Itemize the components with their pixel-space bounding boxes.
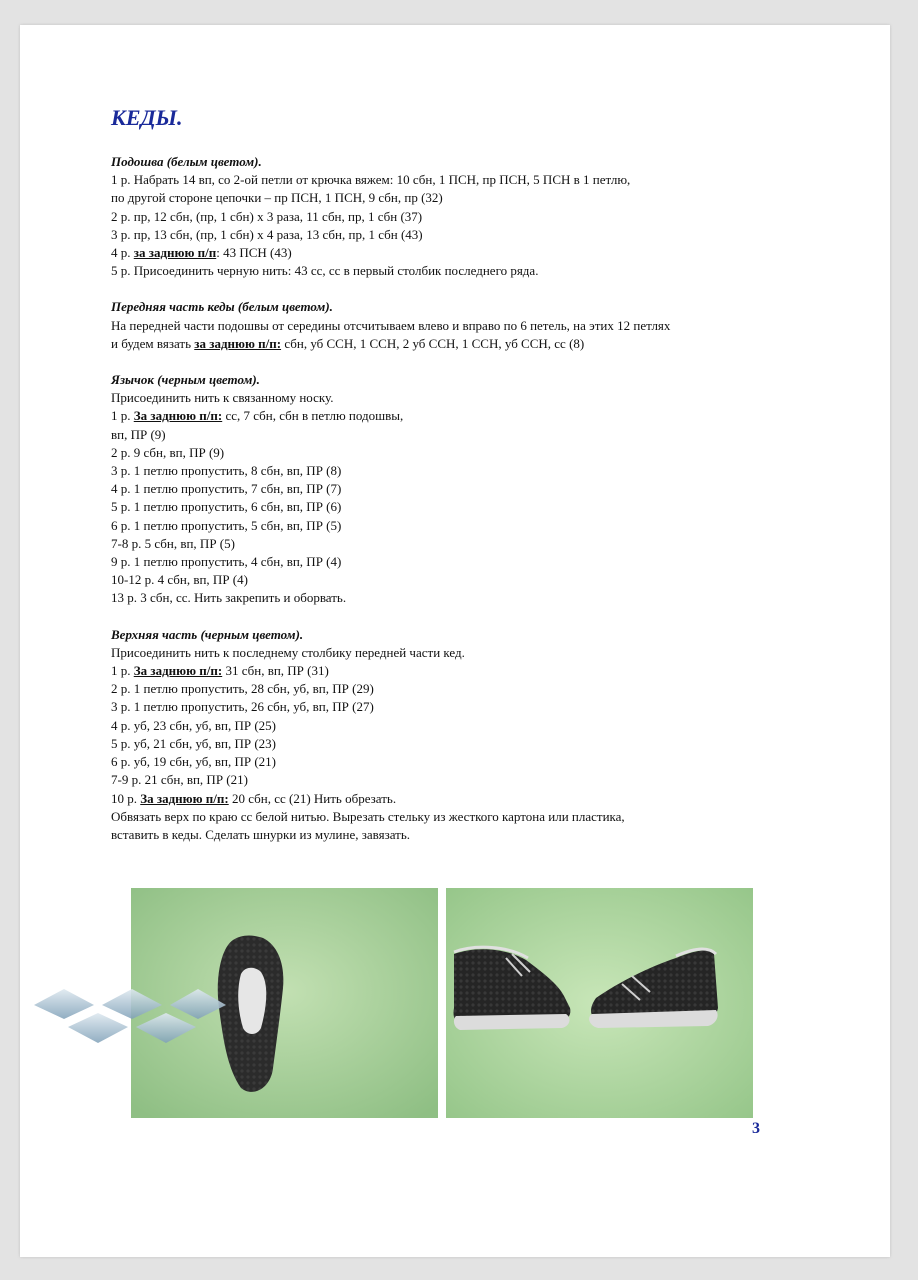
instruction-line — [111, 535, 811, 553]
instruction-line — [111, 426, 811, 444]
instruction-line — [111, 826, 811, 844]
instruction-text: вп, ПР (9) — [111, 426, 166, 442]
instruction-line — [111, 662, 811, 680]
page-title: КЕДЫ. — [111, 105, 183, 130]
instruction-text: Присоединить нить к последнему столбику передней части кед. — [111, 644, 465, 660]
instruction-line — [111, 771, 811, 789]
pattern-section — [111, 298, 811, 353]
section-heading: Передняя часть кеды (белым цветом). — [111, 299, 333, 315]
instruction-line — [111, 680, 811, 698]
instruction-line — [111, 808, 811, 826]
photo-finished-sneakers — [446, 888, 753, 1118]
back-loop-emphasis: За заднюю п/п: — [133, 408, 223, 424]
instruction-text: 9 р. 1 петлю пропустить, 4 сбн, вп, ПР (4) — [111, 554, 342, 570]
instruction-text: 7-8 р. 5 сбн, вп, ПР (5) — [111, 535, 235, 551]
instruction-line — [111, 407, 811, 425]
section-heading: Верхняя часть (черным цветом). — [111, 626, 304, 642]
instruction-text: 10 р. — [111, 790, 141, 806]
back-loop-emphasis: За заднюю п/п: — [133, 663, 223, 679]
instruction-text: вставить в кеды. Сделать шнурки из мулине, завязать. — [111, 826, 410, 842]
instruction-line — [111, 644, 811, 662]
instruction-text: 4 р. — [111, 245, 134, 261]
instruction-line — [111, 698, 811, 716]
instruction-text: 2 р. пр, 12 сбн, (пр, 1 сбн) х 3 раза, 11 сбн, пр, 1 сбн (37) — [111, 208, 423, 224]
instruction-line — [111, 208, 811, 226]
instruction-text: 2 р. 9 сбн, вп, ПР (9) — [111, 444, 225, 460]
instruction-text: сс, 7 сбн, сбн в петлю подошвы, — [222, 408, 404, 424]
instruction-text: : 43 ПСН (43) — [216, 245, 292, 261]
instruction-text: 5 р. Присоединить черную нить: 43 сс, сс в первый столбик последнего ряда. — [111, 263, 539, 279]
back-loop-emphasis: За заднюю п/п: — [140, 790, 229, 806]
section-heading: Язычок (черным цветом). — [111, 372, 260, 388]
instruction-text: 5 р. уб, 21 сбн, уб, вп, ПР (23) — [111, 735, 277, 751]
instruction-line — [111, 244, 811, 262]
instruction-text: 31 сбн, вп, ПР (31) — [222, 663, 329, 679]
pattern-section — [111, 153, 811, 280]
instruction-text: Присоединить нить к связанному носку. — [111, 390, 334, 406]
document-content — [111, 105, 811, 862]
instruction-text: 1 р. — [111, 663, 134, 679]
instruction-text: и будем вязать — [111, 335, 195, 351]
instruction-line — [111, 389, 811, 407]
instruction-line — [111, 189, 811, 207]
instruction-text: по другой стороне цепочки – пр ПСН, 1 ПСН, 9 сбн, пр (32) — [111, 190, 443, 206]
instruction-text: 3 р. пр, 13 сбн, (пр, 1 сбн) х 4 раза, 13 сбн, пр, 1 сбн (43) — [111, 226, 423, 242]
instruction-line — [111, 262, 811, 280]
pattern-sections — [111, 153, 811, 844]
instruction-line — [111, 462, 811, 480]
instruction-line — [111, 226, 811, 244]
back-loop-emphasis: за заднюю п/п — [133, 245, 217, 261]
instruction-text: 20 сбн, сс (21) Нить обрезать. — [228, 790, 397, 806]
instruction-line — [111, 517, 811, 535]
instruction-text: 1 р. — [111, 408, 134, 424]
pattern-section — [111, 626, 811, 844]
instruction-text: 3 р. 1 петлю пропустить, 26 сбн, уб, вп, ПР (27) — [111, 699, 374, 715]
instruction-text: 1 р. Набрать 14 вп, со 2-ой петли от крючка вяжем: 10 сбн, 1 ПСН, пр ПСН, 5 ПСН в 1 петлю, — [111, 172, 631, 188]
instruction-text: 7-9 р. 21 сбн, вп, ПР (21) — [111, 772, 248, 788]
instruction-text: Обвязать верх по краю сс белой нитью. Вырезать стельку из жесткого картона или пластика, — [111, 808, 625, 824]
instruction-line — [111, 553, 811, 571]
instruction-text: 6 р. уб, 19 сбн, уб, вп, ПР (21) — [111, 754, 277, 770]
instruction-text: 5 р. 1 петлю пропустить, 6 сбн, вп, ПР (6) — [111, 499, 342, 515]
instruction-text: 3 р. 1 петлю пропустить, 8 сбн, вп, ПР (8) — [111, 463, 342, 479]
instruction-line — [111, 317, 811, 335]
instruction-line — [111, 444, 811, 462]
instruction-line — [111, 790, 811, 808]
instruction-line — [111, 735, 811, 753]
instruction-text: сбн, уб ССН, 1 ССН, 2 уб ССН, 1 ССН, уб ССН, сс (8) — [281, 335, 585, 351]
back-loop-emphasis: за заднюю п/п: — [194, 335, 282, 351]
instruction-text: На передней части подошвы от середины отсчитываем влево и вправо по 6 петель, на этих 12 петлях — [111, 317, 671, 333]
instruction-line — [111, 480, 811, 498]
instruction-text: 2 р. 1 петлю пропустить, 28 сбн, уб, вп, ПР (29) — [111, 681, 374, 697]
instruction-line — [111, 589, 811, 607]
instruction-text: 4 р. 1 петлю пропустить, 7 сбн, вп, ПР (7) — [111, 481, 342, 497]
instruction-text: 10-12 р. 4 сбн, вп, ПР (4) — [111, 572, 248, 588]
pattern-section — [111, 371, 811, 608]
instruction-text: 6 р. 1 петлю пропустить, 5 сбн, вп, ПР (5) — [111, 517, 342, 533]
page-number: 3 — [752, 1120, 760, 1137]
instruction-line — [111, 753, 811, 771]
instruction-line — [111, 171, 811, 189]
instruction-line — [111, 717, 811, 735]
diamond-watermark-icon — [30, 985, 230, 1047]
instruction-text: 4 р. уб, 23 сбн, уб, вп, ПР (25) — [111, 717, 277, 733]
instruction-line — [111, 571, 811, 589]
section-heading: Подошва (белым цветом). — [111, 154, 262, 169]
instruction-text: 13 р. 3 сбн, сс. Нить закрепить и оборвать. — [111, 590, 347, 606]
instruction-line — [111, 335, 811, 353]
instruction-line — [111, 498, 811, 516]
